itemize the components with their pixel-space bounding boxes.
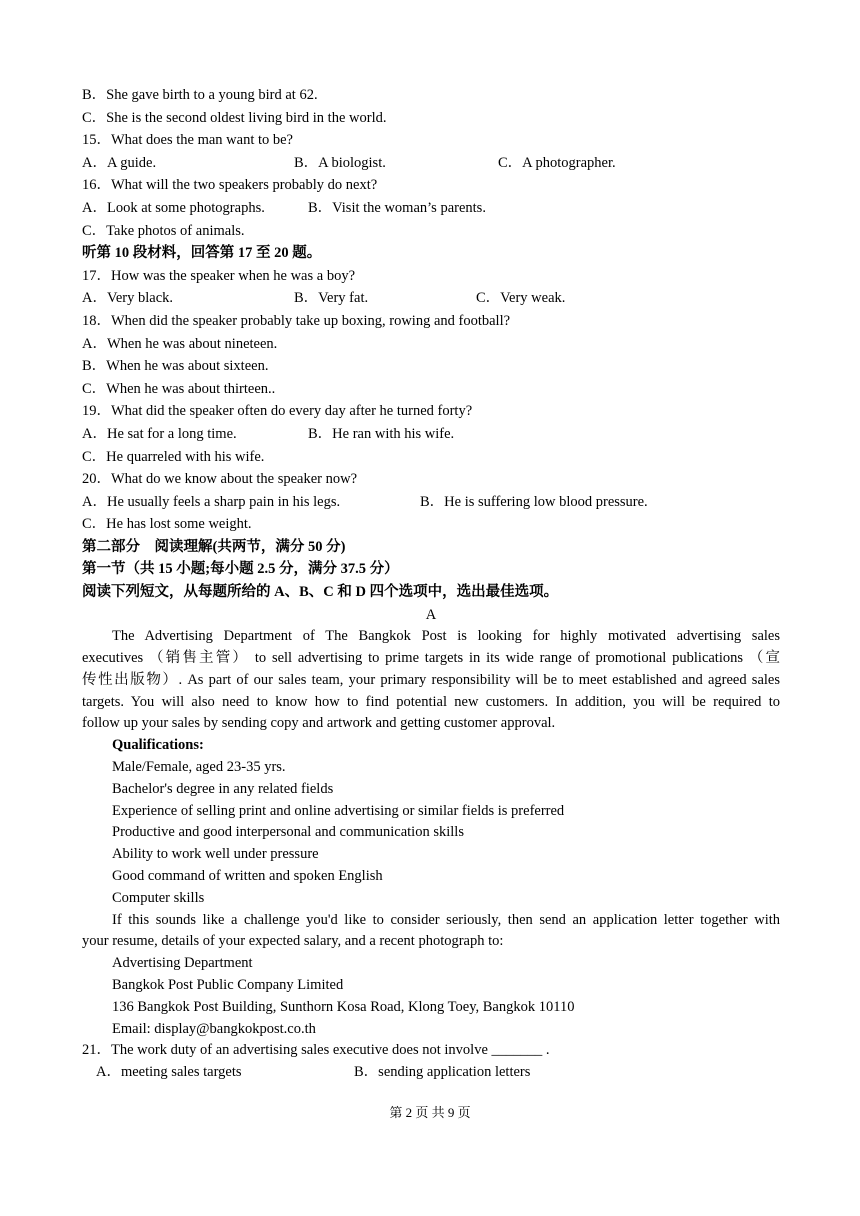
- q19-options: [82, 423, 780, 446]
- q17-stem: 17．How was the speaker when he was a boy?: [82, 267, 356, 284]
- q15-stem: 15．What does the man want to be?: [82, 132, 293, 149]
- q18-option-c: C．When he was about thirteen..: [82, 380, 276, 397]
- paragraph-line: 传性出版物）. As part of our sales team, your primary responsibility will be to meet established and agreed sales: [82, 671, 780, 688]
- q21-options: [82, 1062, 780, 1084]
- contact-address: [82, 953, 780, 1040]
- q16-option-c: C．Take photos of animals.: [82, 222, 245, 239]
- q21-option-b: B．sending application letters: [354, 1064, 531, 1081]
- paragraph-line: If this sounds like a challenge you'd like to consider seriously, then send an application letter together with: [112, 911, 780, 928]
- q20-option-b: B．He is suffering low blood pressure.: [420, 493, 648, 510]
- q19-stem: 19．What did the speaker often do every day after he turned forty?: [82, 403, 473, 420]
- q20-options: [82, 491, 780, 514]
- qualifications-title: Qualifications:: [112, 737, 204, 754]
- qualification-item: Experience of selling print and online advertising or similar fields is preferred: [112, 802, 565, 819]
- q18-stem: 18．When did the speaker probably take up boxing, rowing and football?: [82, 312, 511, 329]
- address-line: 136 Bangkok Post Building, Sunthorn Kosa Road, Klong Toey, Bangkok 10110: [112, 998, 575, 1015]
- q16-options: [82, 197, 780, 220]
- qualification-item: Productive and good interpersonal and communication skills: [112, 824, 464, 841]
- paragraph-line: The Advertising Department of The Bangkok Post is looking for highly motivated advertising sales: [112, 628, 780, 645]
- q17-options: [82, 287, 780, 310]
- paragraph-line: follow up your sales by sending copy and artwork and getting customer approval.: [82, 715, 556, 732]
- section-10-heading: 听第 10 段材料，回答第 17 至 20 题。: [82, 245, 322, 262]
- qualification-item: Ability to work well under pressure: [112, 846, 319, 863]
- email-line: Email: display@bangkokpost.co.th: [112, 1020, 316, 1037]
- address-line: Advertising Department: [112, 955, 253, 972]
- paragraph-line: your resume, details of your expected salary, and a recent photograph to:: [82, 933, 504, 950]
- passage-paragraph-1: [82, 626, 780, 735]
- q15-option-c: C．A photographer.: [498, 154, 616, 171]
- q21-option-a: A．meeting sales targets: [96, 1064, 242, 1081]
- q20-option-a: A．He usually feels a sharp pain in his legs.: [82, 493, 341, 510]
- paragraph-line: executives （销售主管） to sell advertising to prime targets in its wide range of promotional publications （宣: [82, 650, 780, 667]
- q14-option-b: B．She gave birth to a young bird at 62.: [82, 87, 318, 103]
- q17-option-a: A．Very black.: [82, 290, 174, 307]
- qualification-item: Bachelor's degree in any related fields: [112, 780, 334, 797]
- q21-stem: 21．The work duty of an advertising sales executive does not involve _______ .: [82, 1042, 550, 1059]
- q14-option-c: C．She is the second oldest living bird in the world.: [82, 109, 387, 126]
- address-line: Bangkok Post Public Company Limited: [112, 977, 344, 993]
- q17-option-b: B．Very fat.: [294, 290, 369, 307]
- passage-label: A: [425, 606, 437, 623]
- qualification-item: Good command of written and spoken English: [112, 868, 383, 885]
- passage-paragraph-2: [82, 910, 780, 954]
- page-footer: 第 2 页 共 9 页: [389, 1105, 471, 1120]
- exam-page: [82, 84, 780, 1084]
- q16-option-b: B．Visit the woman’s parents.: [308, 199, 486, 216]
- q20-stem: 20．What do we know about the speaker now?: [82, 471, 358, 488]
- q20-option-c: C．He has lost some weight.: [82, 516, 252, 533]
- q19-option-b: B．He ran with his wife.: [308, 425, 455, 442]
- q19-option-c: C．He quarreled with his wife.: [82, 448, 265, 465]
- part2-section1: 第一节（共 15 小题;每小题 2.5 分，满分 37.5 分）: [82, 561, 399, 578]
- q19-option-a: A．He sat for a long time.: [82, 425, 237, 442]
- q18-option-a: A．When he was about nineteen.: [82, 335, 278, 352]
- q15-option-b: B．A biologist.: [294, 154, 386, 171]
- q16-option-a: A．Look at some photographs.: [82, 199, 265, 216]
- qualifications-list: [82, 757, 780, 910]
- qualification-item: Male/Female, aged 23-35 yrs.: [112, 759, 286, 776]
- q15-option-a: A．A guide.: [82, 154, 157, 171]
- qualification-item: Computer skills: [112, 889, 205, 906]
- part2-instruction: 阅读下列短文，从每题所给的 A、B、C 和 D 四个选项中，选出最佳选项。: [82, 584, 559, 601]
- q15-options: [82, 152, 780, 175]
- q17-option-c: C．Very weak.: [476, 290, 566, 307]
- paragraph-line: targets. You will also need to know how to find potential new customers. In addition, you will be required to: [82, 693, 780, 710]
- q18-option-b: B．When he was about sixteen.: [82, 358, 269, 375]
- part2-title: 第二部分 阅读理解(共两节，满分 50 分): [82, 538, 346, 555]
- q16-stem: 16．What will the two speakers probably do next?: [82, 177, 378, 194]
